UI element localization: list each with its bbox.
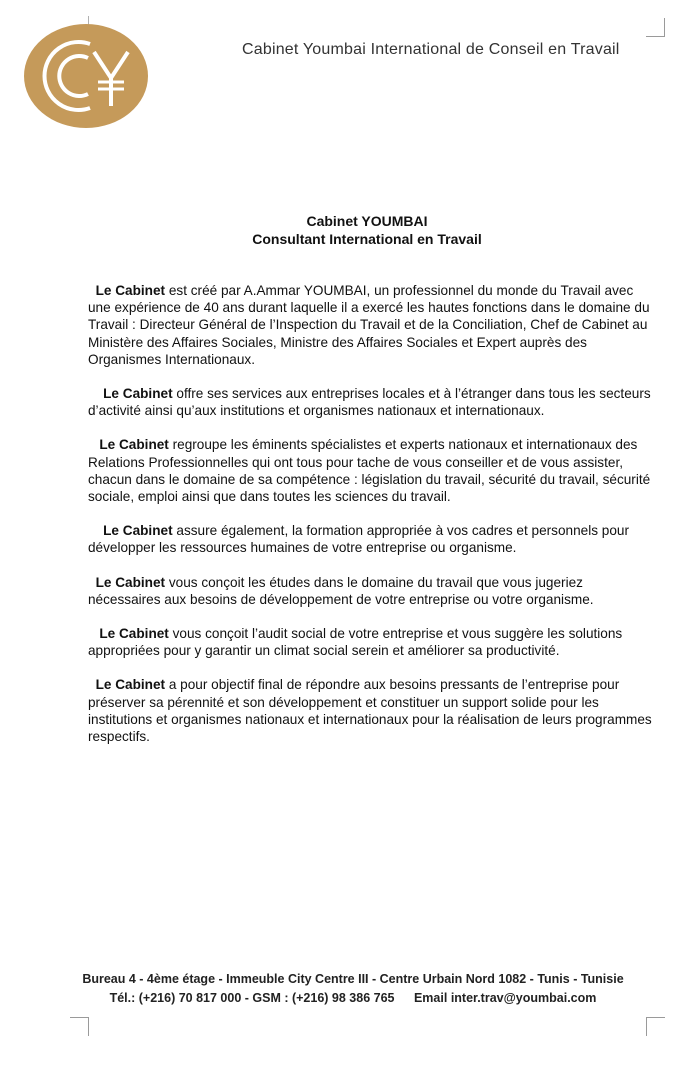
paragraph-lead: Le Cabinet	[95, 677, 166, 693]
page-footer	[40, 970, 666, 1008]
paragraph	[88, 574, 654, 608]
footer-contact	[40, 989, 666, 1008]
company-logo	[24, 24, 148, 128]
paragraph-text: vous conçoit l’audit social de votre entreprise et vous suggère les solutions appropriées pour y garantir un climat social serein et améliorer sa productivité.	[88, 626, 623, 659]
paragraph	[88, 282, 654, 368]
document-title	[160, 212, 574, 248]
paragraph-text: vous conçoit les études dans le domaine du travail que vous jugeriez nécessaires aux besoins de développement de votre entreprise ou votre organisme.	[88, 574, 594, 607]
paragraph-lead: Le Cabinet	[95, 283, 166, 298]
title-line-2: Consultant International en Travail	[252, 231, 482, 247]
paragraph	[88, 436, 654, 505]
paragraph-text: a pour objectif final de répondre aux besoins pressants de l’entreprise pour préserver sa pérennité et son développement et constituer un support solide pour les institutions et organismes nationaux et internationaux pour la réalisation de leurs programmes respectifs.	[88, 677, 652, 745]
paragraph-lead: Le Cabinet	[95, 574, 166, 590]
paragraph-text: regroupe les éminents spécialistes et experts nationaux et internationaux des Relations Professionnelles qui ont tous pour tache de vous conseiller et de vous assister, chacun dans le domaine de sa compétence : législation du travail, sécurité du travail, sécurité sociale, emploi ainsi que dans toutes les sciences du travail.	[88, 437, 651, 505]
paragraph-lead: Le Cabinet	[103, 386, 173, 402]
footer-address: Bureau 4 - 4ème étage - Immeuble City Centre III - Centre Urbain Nord 1082 - Tunis - Tunisie	[82, 972, 624, 986]
paragraph-lead: Le Cabinet	[99, 437, 169, 453]
footer-phones: Tél.: (+216) 70 817 000 - GSM : (+216) 98 386 765	[109, 991, 395, 1005]
crop-mark-bottom-left	[70, 1017, 89, 1036]
paragraph-lead: Le Cabinet	[103, 523, 173, 539]
paragraph	[88, 385, 654, 419]
company-name: Cabinet Youmbai International de Conseil en Travail	[242, 41, 620, 58]
crop-mark-top-right	[646, 18, 665, 37]
crop-mark-bottom-right	[646, 1017, 665, 1036]
paragraph-text: offre ses services aux entreprises locales et à l’étranger dans tous les secteurs d’activité ainsi qu’aux institutions et organismes nationaux et internationaux.	[88, 386, 651, 419]
footer-email-label: Email	[413, 991, 448, 1005]
paragraph-text: est créé par A.Ammar YOUMBAI, un professionnel du monde du Travail avec une expérience de 40 ans durant laquelle il a exercé les hautes fonctions dans le domaine du Travail : Directeur Général de l’Inspection du Travail et de la Conciliation, Chef de Cabinet au Ministère des Affaires Sociales, Ministre des Affaires Sociales et Expert auprès des Organismes Internationaux.	[88, 283, 650, 367]
paragraph	[88, 522, 654, 556]
paragraph	[88, 625, 654, 659]
document-body	[88, 282, 654, 762]
paragraph	[88, 676, 654, 745]
footer-email: inter.trav@youmbai.com	[450, 991, 597, 1005]
paragraph-text: assure également, la formation appropriée à vos cadres et personnels pour développer les ressources humaines de votre entreprise ou organisme.	[88, 523, 630, 556]
title-line-1: Cabinet YOUMBAI	[306, 213, 428, 229]
paragraph-lead: Le Cabinet	[99, 626, 169, 642]
